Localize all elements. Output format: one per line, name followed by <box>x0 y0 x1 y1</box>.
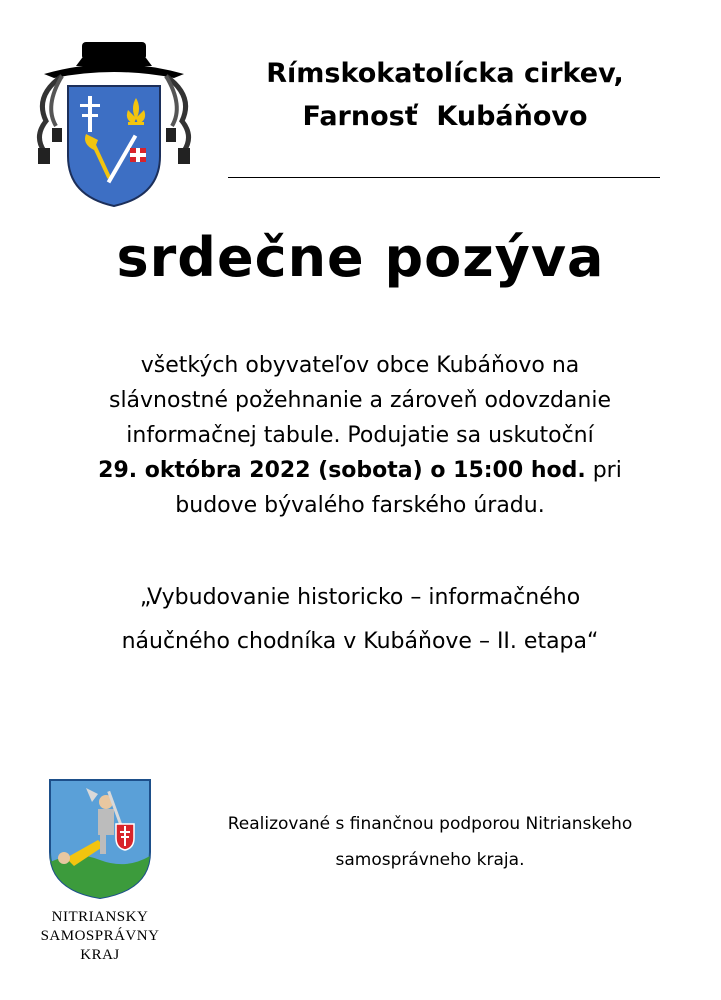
project-line-1: „Vybudovanie historicko – informačného <box>139 585 581 610</box>
organization-line-2: Farnosť Kubáňovo <box>302 101 588 133</box>
header-divider <box>228 177 660 178</box>
funding-line-1: Realizované s finančnou podporou Nitrianskeho <box>227 814 633 834</box>
nitra-region-name <box>20 908 180 965</box>
region-name-line-3: KRAJ <box>80 947 120 963</box>
nitra-region-coat-of-arms-icon <box>46 776 154 902</box>
funding-line-2: samosprávneho kraja. <box>335 850 525 870</box>
headline: srdečne pozýva <box>116 226 605 289</box>
invitation-line-2: slávnostné požehnanie a zároveň odovzdanie <box>108 388 611 413</box>
invitation-line-3: informačnej tabule. Podujatie sa uskutoční <box>126 423 594 448</box>
event-date: 29. októbra 2022 (sobota) o 15:00 hod. <box>98 458 586 483</box>
event-date-suffix: pri <box>585 458 622 483</box>
invitation-line-1: všetkých obyvateľov obce Kubáňovo na <box>140 353 580 378</box>
invitation-text <box>40 348 680 523</box>
ecclesiastical-coat-of-arms-icon <box>24 36 204 212</box>
organization-line-1: Rímskokatolícka cirkev, <box>266 58 624 89</box>
region-name-line-1: NITRIANSKY <box>51 909 149 925</box>
invitation-date-line <box>40 453 680 488</box>
project-line-2: náučného chodníka v Kubáňove – II. etapa“ <box>121 629 599 654</box>
funding-statement <box>170 806 690 878</box>
organization-name <box>225 52 665 138</box>
project-title <box>40 576 680 664</box>
region-name-line-2: SAMOSPRÁVNY <box>40 928 160 944</box>
invitation-line-5: budove bývalého farského úradu. <box>175 493 545 518</box>
